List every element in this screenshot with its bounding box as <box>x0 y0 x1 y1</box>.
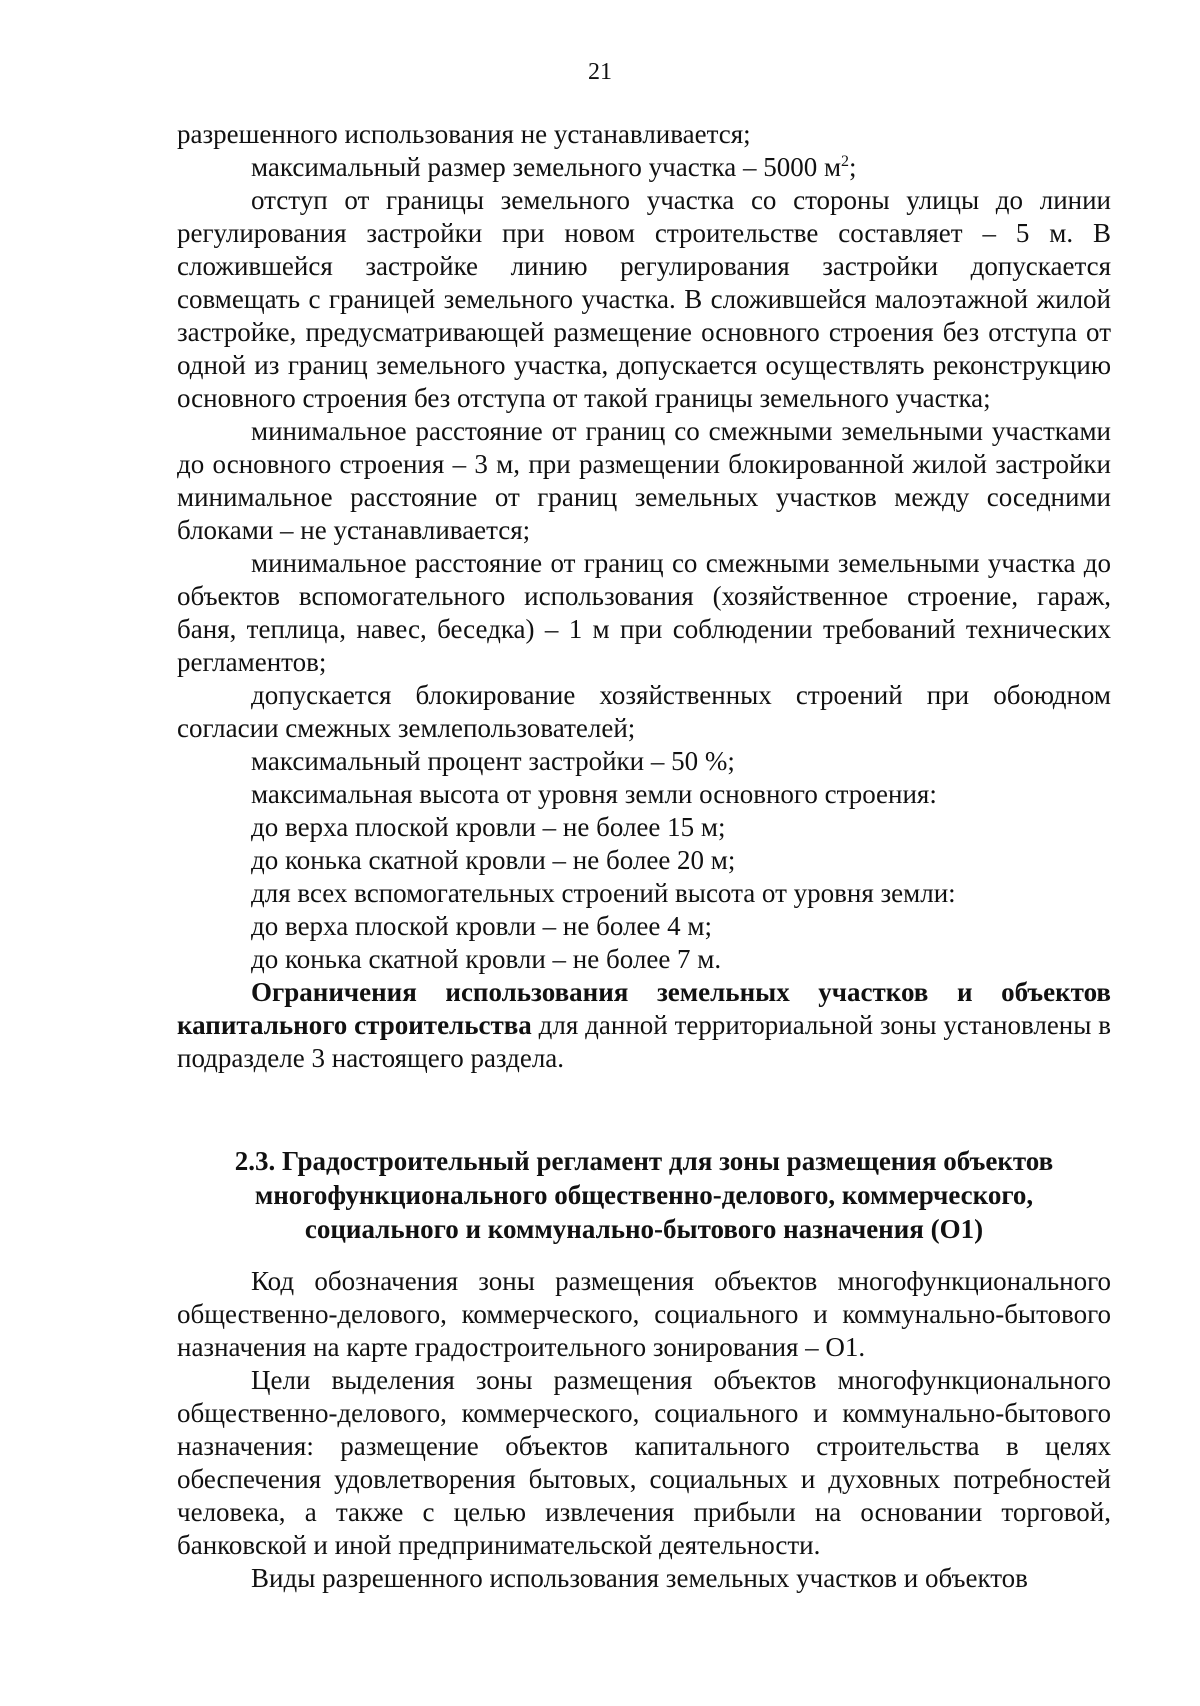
restriction-bold-text: Ограничения использования земельных участков и объектов капитального строительства <box>177 977 1111 1040</box>
body-text-top <box>177 118 1111 1075</box>
paragraph-zone-code: Код обозначения зоны размещения объектов многофункционального общественно-делового, коммерческого, социального и коммунально-бытового назначения на карте градостроительного зонирования – О1. <box>177 1266 1111 1362</box>
paragraph-zone-goals: Цели выделения зоны размещения объектов многофункционального общественно-делового, коммерческого, социального и коммунально-бытового назначения: размещение объектов капитального строительства в целях обеспечения удовлетворения бытовых, социальных и духовных потребностей человека, а также с целью извлечения прибыли на основании торговой, банковской и иной предпринимательской деятельности. <box>177 1365 1111 1560</box>
restriction-text: для данной территориальной зоны установлены в подразделе 3 настоящего раздела. <box>177 1010 1111 1073</box>
paragraph-max-plot-size <box>177 151 1111 184</box>
heading-line-1: 2.3. Градостроительный регламент для зоны размещения объектов <box>234 1146 1054 1176</box>
paragraph-permitted-uses: Виды разрешенного использования земельных участков и объектов <box>251 1563 1028 1593</box>
paragraph: до верха плоской кровли – не более 4 м; <box>251 911 712 941</box>
paragraph-text-after: ; <box>849 152 857 182</box>
section-heading <box>177 1144 1111 1246</box>
paragraph: для всех вспомогательных строений высота от уровня земли: <box>251 878 956 908</box>
paragraph: до верха плоской кровли – не более 15 м; <box>251 812 726 842</box>
paragraph: минимальное расстояние от границ со смежными земельными участка до объектов вспомогательного использования (хозяйственное строение, гараж, баня, теплица, навес, беседка) – 1 м при соблюдении требований технических регламентов; <box>177 548 1111 677</box>
paragraph: минимальное расстояние от границ со смежными земельными участками до основного строения – 3 м, при размещении блокированной жилой застройки минимальное расстояние от границ земельных участков между соседними блоками – не устанавливается; <box>177 416 1111 545</box>
paragraph: разрешенного использования не устанавливается; <box>177 119 751 149</box>
paragraph-text: максимальный размер земельного участка – 5000 м <box>251 152 842 182</box>
paragraph: до конька скатной кровли – не более 20 м; <box>251 845 736 875</box>
paragraph: максимальный процент застройки – 50 %; <box>251 746 735 776</box>
restriction-paragraph <box>177 976 1111 1075</box>
paragraph: отступ от границы земельного участка со стороны улицы до линии регулирования застройки при новом строительстве составляет – 5 м. В сложившейся застройке линию регулирования застройки допускается совмещать с границей земельного участка. В сложившейся малоэтажной жилой застройке, предусматривающей размещение основного строения без отступа от одной из границ земельного участка, допускается осуществлять реконструкцию основного строения без отступа от такой границы земельного участка; <box>177 185 1111 413</box>
superscript: 2 <box>841 153 850 170</box>
paragraph: до конька скатной кровли – не более 7 м. <box>251 944 722 974</box>
heading-line-3: социального и коммунально-бытового назначения (О1) <box>304 1214 984 1244</box>
body-text-bottom <box>177 1265 1111 1595</box>
paragraph: максимальная высота от уровня земли основного строения: <box>251 779 937 809</box>
paragraph: допускается блокирование хозяйственных строений при обоюдном согласии смежных землепользователей; <box>177 680 1111 743</box>
page-number: 21 <box>588 59 612 85</box>
heading-line-2: многофункционального общественно-делового, коммерческого, <box>254 1180 1034 1210</box>
